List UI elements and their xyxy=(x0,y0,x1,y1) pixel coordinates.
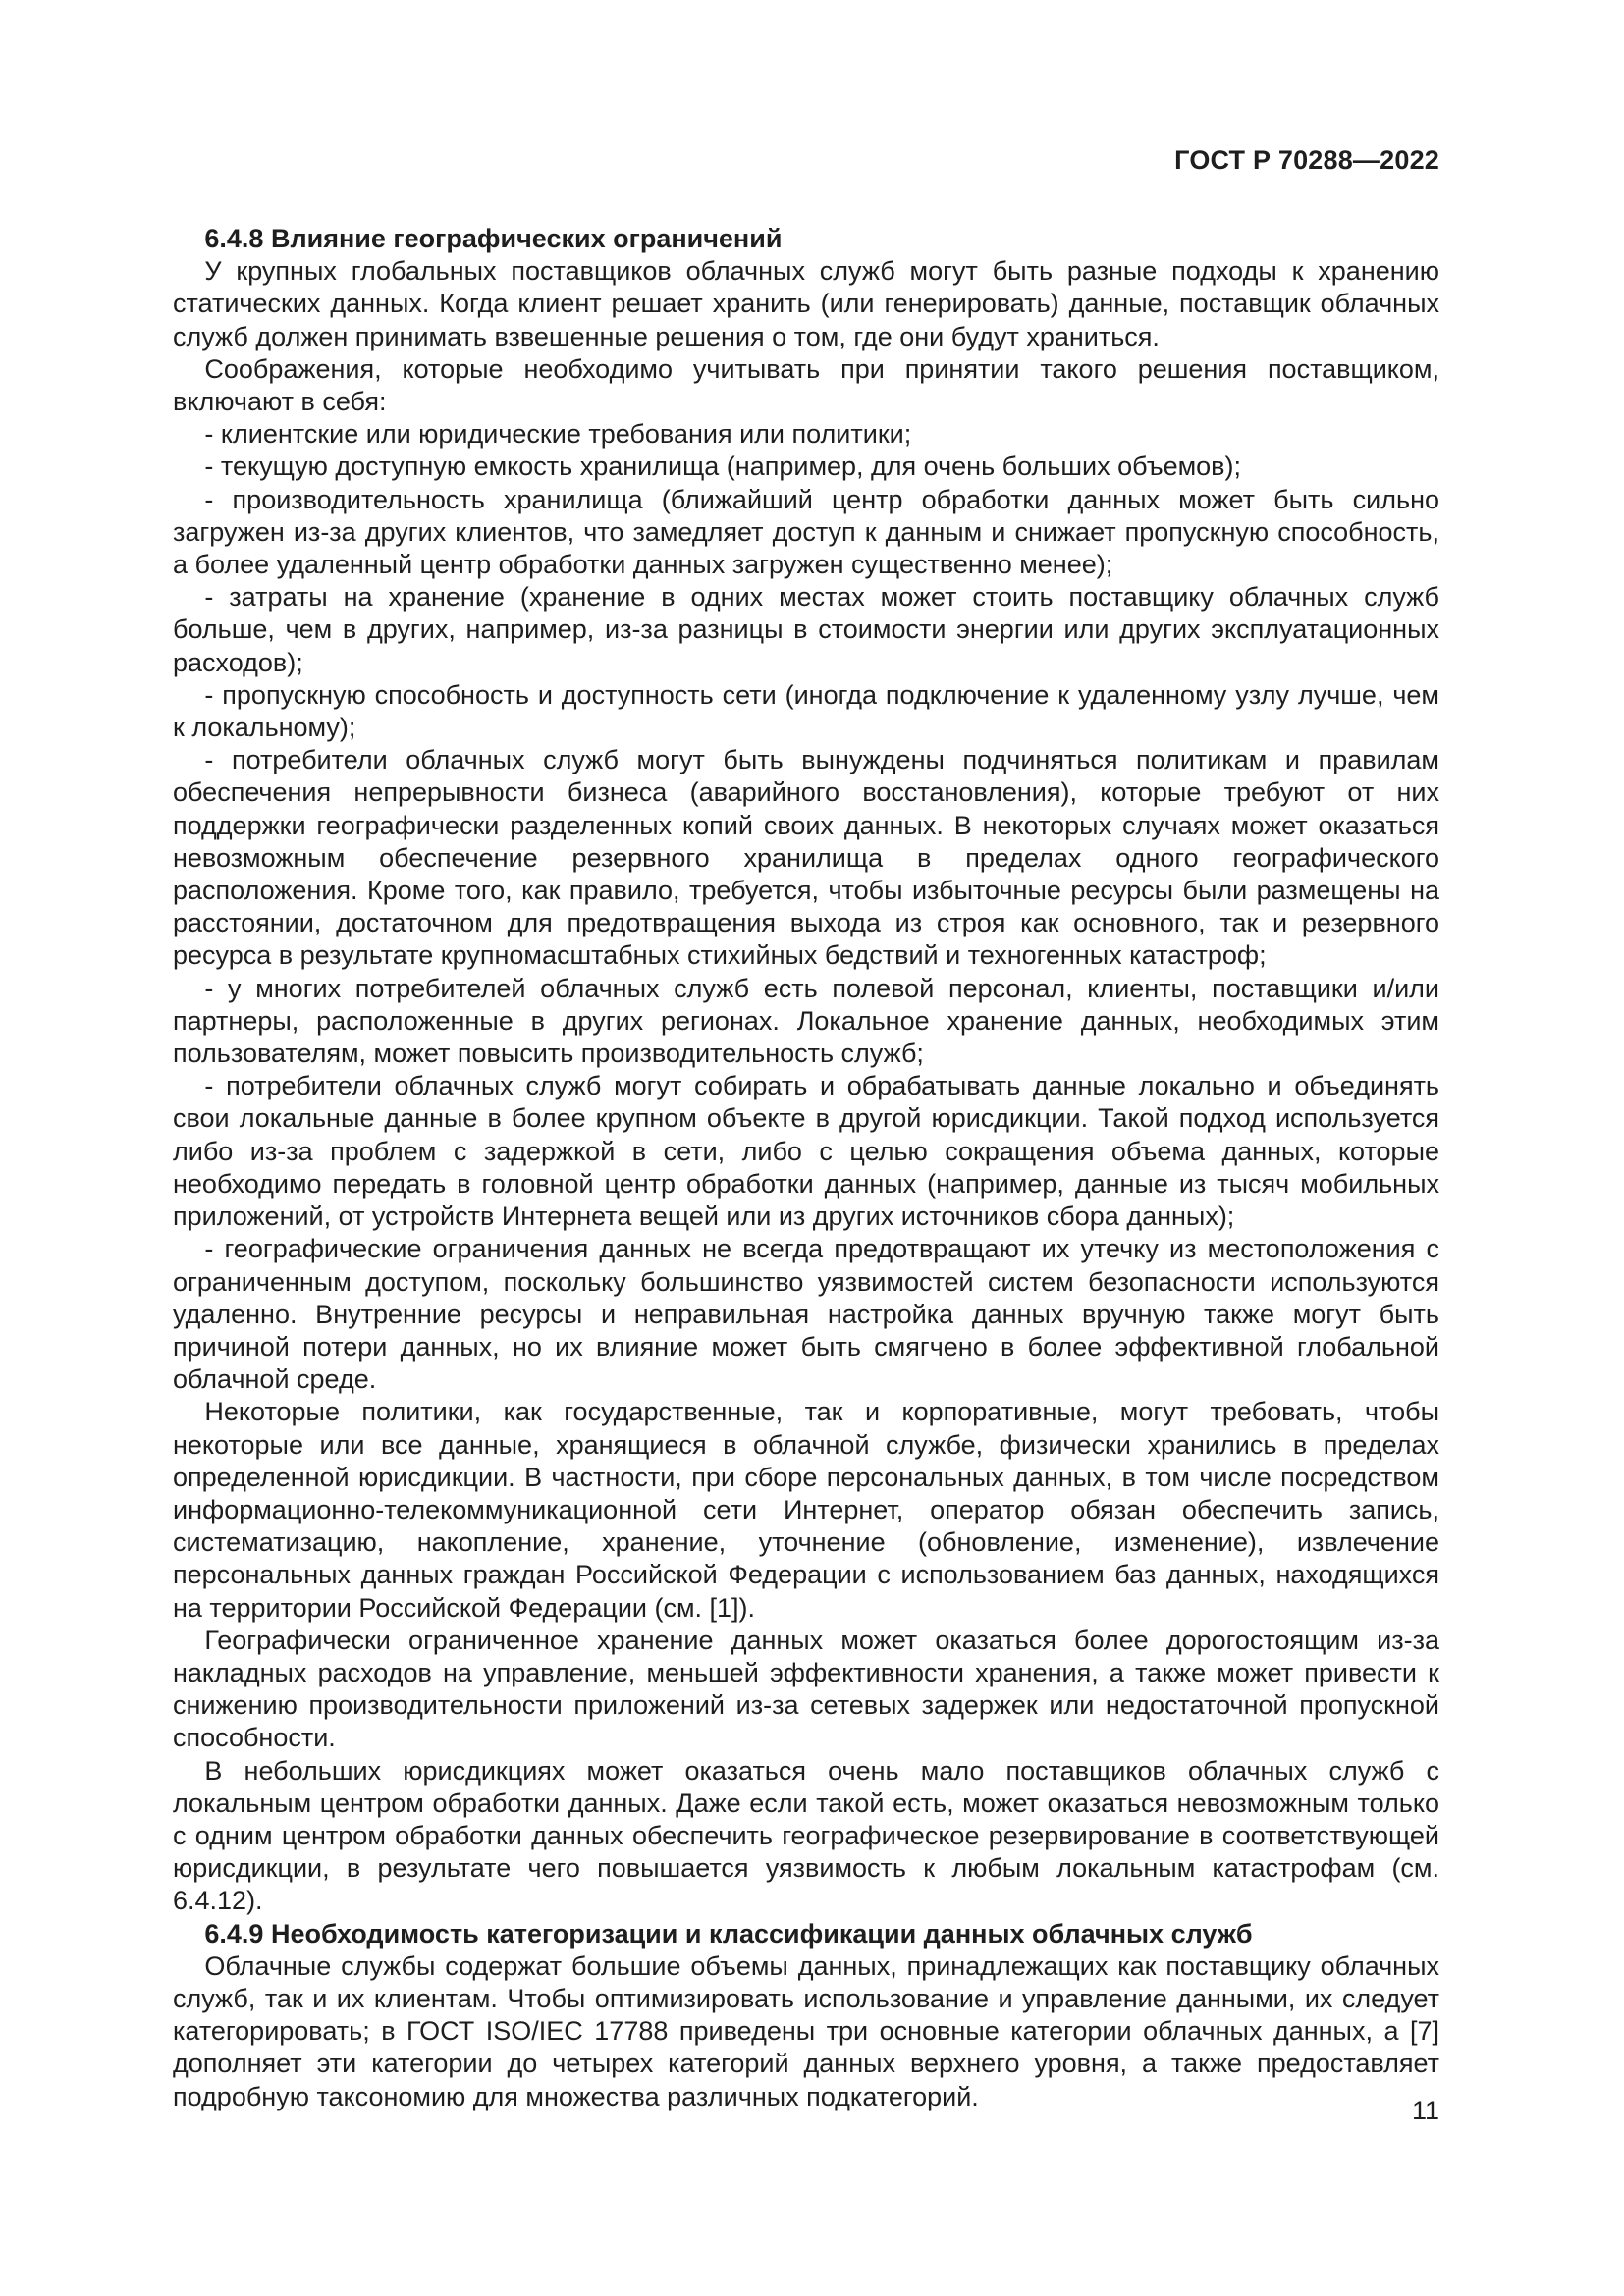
paragraph: Облачные службы содержат большие объемы данных, принадлежащих как поставщику облачных служб, так и их клиентам. Чтобы оптимизировать использование и управление данными, их следует категорировать; в ГОСТ ISO/IEC 17788 приведены три основные категории облачных данных, а [7] дополняет эти категории до четырех категорий данных верхнего уровня, а также предоставляет подробную таксономию для множества различных подкатегорий. xyxy=(173,1950,1439,2111)
list-item: - у многих потребителей облачных служб есть полевой персонал, клиенты, поставщики и/или партнеры, расположенные в других регионах. Локальное хранение данных, необходимых этим пользователям, может повысить производительность служб; xyxy=(173,973,1439,1069)
list-item: - пропускную способность и доступность сети (иногда подключение к удаленному узлу лучше, чем к локальному); xyxy=(173,679,1439,743)
list-item: - производительность хранилища (ближайший центр обработки данных может быть сильно загружен из-за других клиентов, что замедляет доступ к данным и снижает пропускную способность, а более удаленный центр обработки данных загружен существенно менее); xyxy=(173,484,1439,580)
document-body xyxy=(173,223,1439,2113)
page-number: 11 xyxy=(1411,2096,1439,2125)
list-item: - текущую доступную емкость хранилища (например, для очень больших объемов); xyxy=(204,452,1242,482)
paragraph: Географически ограниченное хранение данных может оказаться более дорогостоящим из-за накладных расходов на управление, меньшей эффективности хранения, а также может привести к снижению производительности приложений из-за сетевых задержек или недостаточной пропускной способности. xyxy=(173,1625,1439,1753)
list-item: - географические ограничения данных не всегда предотвращают их утечку из местоположения с ограниченным доступом, поскольку большинство уязвимостей систем безопасности используются удаленно. Внутренние ресурсы и неправильная настройка данных вручную также могут быть причиной потери данных, но их влияние может быть смягчено в более эффективной глобальной облачной среде. xyxy=(173,1234,1439,1395)
document-id: ГОСТ Р 70288—2022 xyxy=(1174,145,1439,175)
paragraph: В небольших юрисдикциях может оказаться очень мало поставщиков облачных служб с локальным центром обработки данных. Даже если такой есть, может оказаться невозможным только с одним центром обработки данных обеспечить географическое резервирование в соответствующей юрисдикции, в результате чего повышается уязвимость к любым локальным катастрофам (см. 6.4.12). xyxy=(173,1755,1439,1916)
section-title-6-4-8: 6.4.8 Влияние географических ограничений xyxy=(204,224,783,253)
paragraph: У крупных глобальных поставщиков облачных служб могут быть разные подходы к хранению статических данных. Когда клиент решает хранить (или генерировать) данные, поставщик облачных служб должен принимать взвешенные решения о том, где они будут храниться. xyxy=(173,256,1439,351)
list-item: - затраты на хранение (хранение в одних местах может стоить поставщику облачных служб больше, чем в других, например, из-за разницы в стоимости энергии или других эксплуатационных расходов); xyxy=(173,582,1439,677)
list-item: - потребители облачных служб могут собирать и обрабатывать данные локально и объединять свои локальные данные в более крупном объекте в другой юрисдикции. Такой подход используется либо из-за проблем с задержкой в сети, либо с целью сокращения объема данных, которые необходимо передать в головной центр обработки данных (например, данные из тысяч мобильных приложений, от устройств Интернета вещей или из других источников сбора данных); xyxy=(173,1071,1439,1232)
section-title-6-4-9: 6.4.9 Необходимость категоризации и классификации данных облачных служб xyxy=(204,1918,1253,1949)
list-item: - клиентские или юридические требования или политики; xyxy=(204,419,912,450)
list-item: - потребители облачных служб могут быть вынуждены подчиняться политикам и правилам обеспечения непрерывности бизнеса (аварийного восстановления), которые требуют от них поддержки географически разделенных копий своих данных. В некоторых случаях может оказаться невозможным обеспечение резервного хранилища в пределах одного географического расположения. Кроме того, как правило, требуется, чтобы избыточные ресурсы были размещены на расстоянии, достаточном для предотвращения выхода из строя как основного, так и резервного ресурса в результате крупномасштабных стихийных бедствий и техногенных катастроф; xyxy=(173,745,1439,971)
paragraph: Соображения, которые необходимо учитывать при принятии такого решения поставщиком, включают в себя: xyxy=(173,353,1439,417)
paragraph: Некоторые политики, как государственные, так и корпоративные, могут требовать, чтобы некоторые или все данные, хранящиеся в облачной службе, физически хранились в пределах определенной юрисдикции. В частности, при сборе персональных данных, в том числе посредством информационно-телекоммуникационной сети Интернет, оператор обязан обеспечить запись, систематизацию, накопление, хранение, уточнение (обновление, изменение), извлечение персональных данных граждан Российской Федерации с использованием баз данных, находящихся на территории Российской Федерации (см. [1]). xyxy=(173,1397,1439,1623)
